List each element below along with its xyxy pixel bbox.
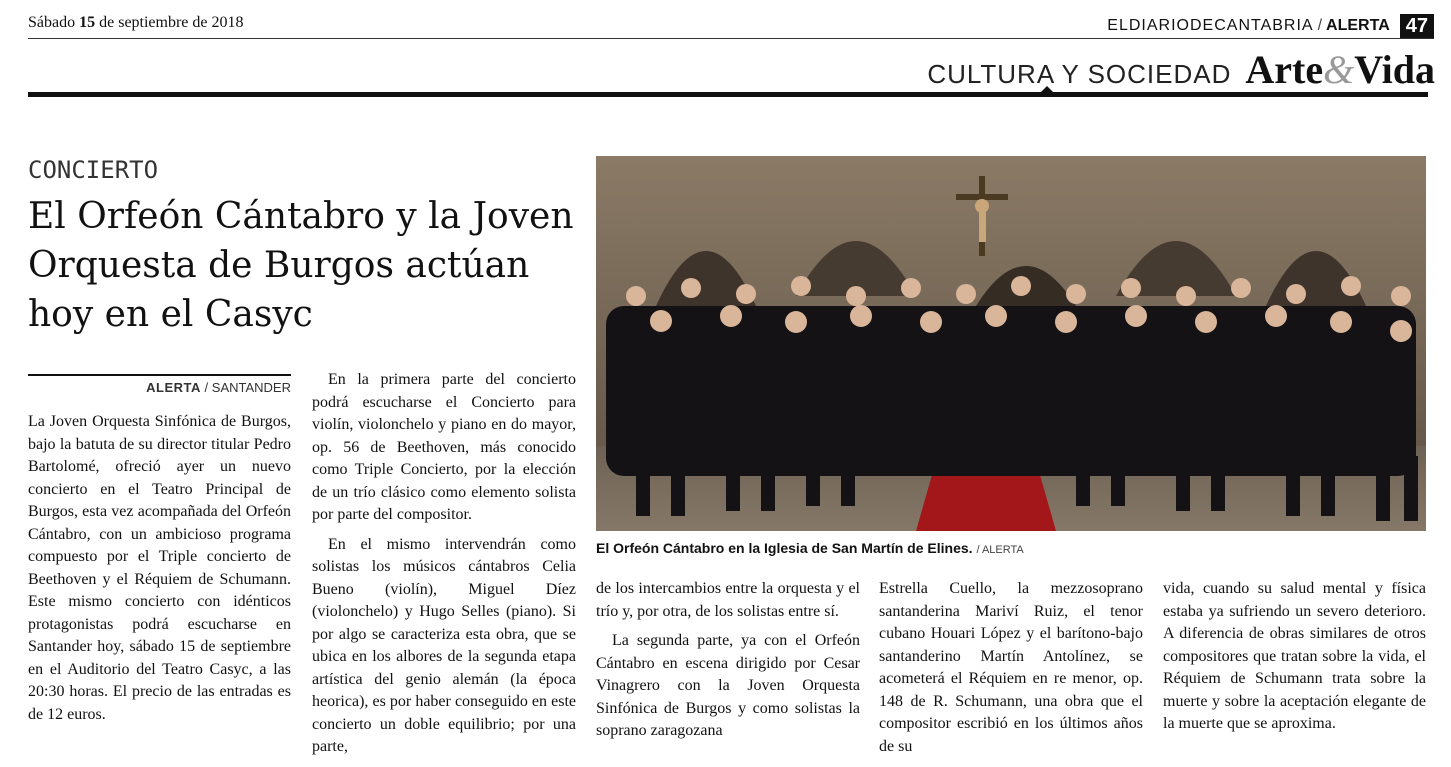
rule-pointer xyxy=(1040,86,1054,93)
choir-photo-illustration xyxy=(596,156,1426,531)
section-rule xyxy=(28,92,1428,97)
caption-credit: / ALERTA xyxy=(976,544,1024,556)
section-name: CULTURA Y SOCIEDAD xyxy=(927,59,1232,89)
byline-place: SANTANDER xyxy=(211,380,291,395)
byline-separator: / xyxy=(204,380,209,395)
paper-name: ELDIARIODECANTABRIA xyxy=(1107,17,1314,34)
article-kicker: CONCIERTO xyxy=(28,156,159,184)
paragraph: La Joven Orquesta Sinfónica de Burgos, bajo la batuta de su director titular Pedro Bartolomé, ofreció ayer un nuevo concierto en el Teatro Principal de Burgos, esta vez acompañada del Orfeón Cántabro, con un ambicioso programa compuesto por el Triple concierto de Beethoven y el Réquiem de Schumann. Este mismo concierto con idénticos protagonistas podrá escucharse en Santander hoy, sábado 15 de septiembre en el Auditorio del Teatro Casyc, a las 20:30 horas. El precio de las entradas es de 12 euros. xyxy=(28,413,291,723)
top-bar xyxy=(28,14,1434,39)
page-number: 47 xyxy=(1400,14,1434,38)
logo-ampersand: & xyxy=(1323,47,1355,92)
byline-agency: ALERTA xyxy=(146,380,201,395)
paragraph: de los intercambios entre la orquesta y el trío y, por otra, de los solistas entre sí. xyxy=(596,580,860,620)
choir-photo xyxy=(596,156,1426,531)
article-column-2 xyxy=(312,369,576,766)
paragraph: La segunda parte, ya con el Orfeón Cántabro en escena dirigido por Cesar Vinagrero con la Joven Orquesta Sinfónica de Burgos y como solistas la soprano zaragozana xyxy=(596,632,860,739)
section-logo xyxy=(1245,46,1435,93)
masthead xyxy=(1107,14,1434,38)
date-month-year: de septiembre de 2018 xyxy=(99,14,244,31)
issue-date xyxy=(28,14,244,32)
byline xyxy=(28,374,291,395)
article-column-1 xyxy=(28,411,291,733)
photo-caption xyxy=(596,540,1426,556)
paragraph: Estrella Cuello, la mezzosoprano santanderina Mariví Ruiz, el tenor cubano Houari López y el barítono-bajo santanderino Martín Antolínez, se acometerá el Réquiem en re menor, op. 148 de R. Schumann, una obra que el compositor escribió en los últimos años de su xyxy=(879,580,1143,755)
date-day: 15 xyxy=(79,14,96,31)
logo-vida: Vida xyxy=(1354,47,1435,92)
masthead-separator: / xyxy=(1317,17,1323,34)
article-column-4 xyxy=(879,578,1143,765)
paragraph: En la primera parte del concierto podrá escucharse el Concierto para violín, violonchelo y piano en do mayor, op. 56 de Beethoven, más conocido como Triple Concierto, por la elección de un trío clásico como elemento solista por parte del compositor. xyxy=(312,371,576,523)
brand-name: ALERTA xyxy=(1326,17,1390,34)
article-column-5 xyxy=(1163,578,1426,743)
date-weekday: Sábado xyxy=(28,14,76,31)
caption-text: El Orfeón Cántabro en la Iglesia de San Martín de Elines. xyxy=(596,540,973,556)
paragraph: vida, cuando su salud mental y física estaba ya sufriendo un severo deterioro. A diferencia de obras similares de otros compositores que tratan sobre la vida, el Réquiem de Schumann trata sobre la muerte y sobre la aceptación elegante de la muerte que se aproxima. xyxy=(1163,580,1426,732)
article-column-3 xyxy=(596,578,860,750)
section-header xyxy=(927,46,1435,93)
article-headline: El Orfeón Cántabro y la Joven Orquesta de Burgos actúan hoy en el Casyc xyxy=(28,196,574,335)
logo-arte: Arte xyxy=(1245,47,1324,92)
paragraph: En el mismo intervendrán como solistas los músicos cántabros Celia Bueno (violín), Miguel Díez (violonchelo) y Hugo Selles (piano). Si por algo se caracteriza esta obra, que se ubica en los albores de la segunda etapa artística del genio alemán (la época heorica), es por haber conseguido en este concierto un doble equilibrio; por una parte, xyxy=(312,535,576,755)
